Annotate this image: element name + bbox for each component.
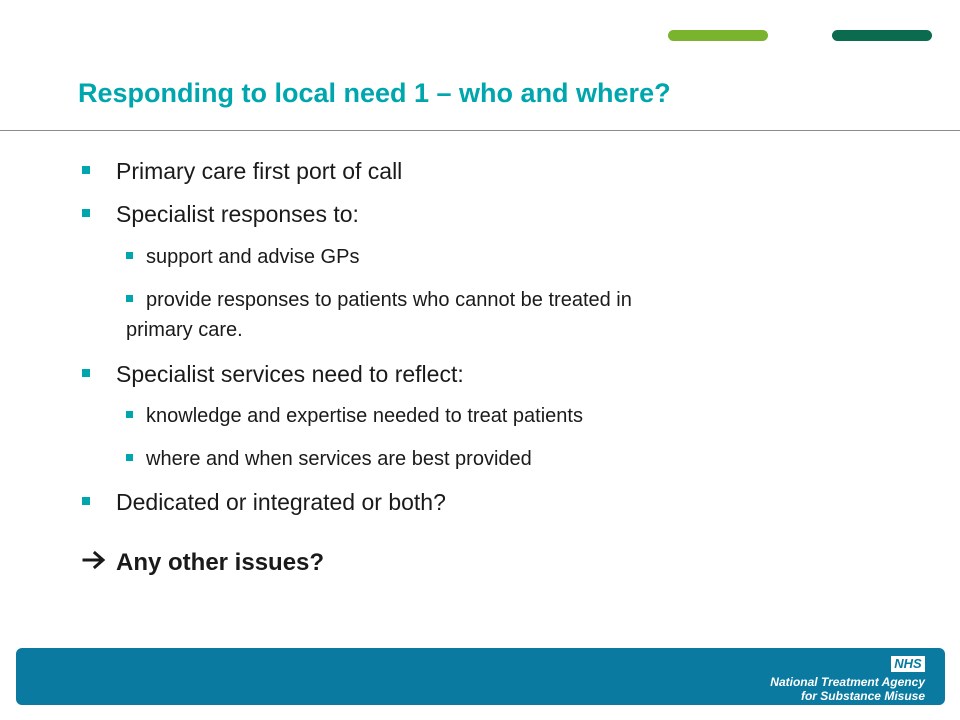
- bullet-item: [82, 361, 464, 388]
- org-name-line1: National Treatment Agency: [770, 675, 925, 689]
- square-bullet-icon: [82, 166, 90, 174]
- conclusion-text: Any other issues?: [116, 549, 325, 576]
- bullet-text: Specialist services need to reflect:: [116, 361, 464, 387]
- org-name-line2: for Substance Misuse: [800, 689, 925, 703]
- footer-banner: [16, 648, 945, 705]
- square-bullet-icon: [126, 411, 133, 418]
- sub-bullet-text: knowledge and expertise needed to treat patients: [146, 405, 583, 427]
- bullet-text: Primary care first port of call: [116, 158, 403, 184]
- square-bullet-icon: [82, 209, 90, 217]
- sub-bullet-text: provide responses to patients who cannot be treated in: [146, 289, 632, 311]
- conclusion-line: [82, 549, 324, 577]
- sub-bullet-item: [126, 246, 359, 269]
- sub-bullet-text: where and when services are best provided: [146, 448, 532, 470]
- square-bullet-icon: [126, 295, 133, 302]
- sub-bullet-continuation: primary care.: [126, 319, 243, 341]
- bullet-text: Dedicated or integrated or both?: [116, 489, 446, 515]
- nhs-logo: NHS: [891, 656, 925, 672]
- square-bullet-icon: [126, 454, 133, 461]
- sub-bullet-item: [126, 448, 532, 471]
- bullet-item: [82, 201, 359, 228]
- bullet-text: Specialist responses to:: [116, 201, 359, 227]
- bullet-item: [82, 158, 402, 185]
- square-bullet-icon: [82, 497, 90, 505]
- slide-title: Responding to local need 1 – who and where?: [78, 78, 671, 108]
- sub-bullet-item: [126, 289, 632, 312]
- sub-bullet-text: support and advise GPs: [146, 246, 360, 268]
- arrow-right-icon: [82, 549, 108, 577]
- bullet-item: [82, 489, 446, 516]
- sub-bullet-item: [126, 405, 583, 428]
- square-bullet-icon: [126, 252, 133, 259]
- square-bullet-icon: [82, 369, 90, 377]
